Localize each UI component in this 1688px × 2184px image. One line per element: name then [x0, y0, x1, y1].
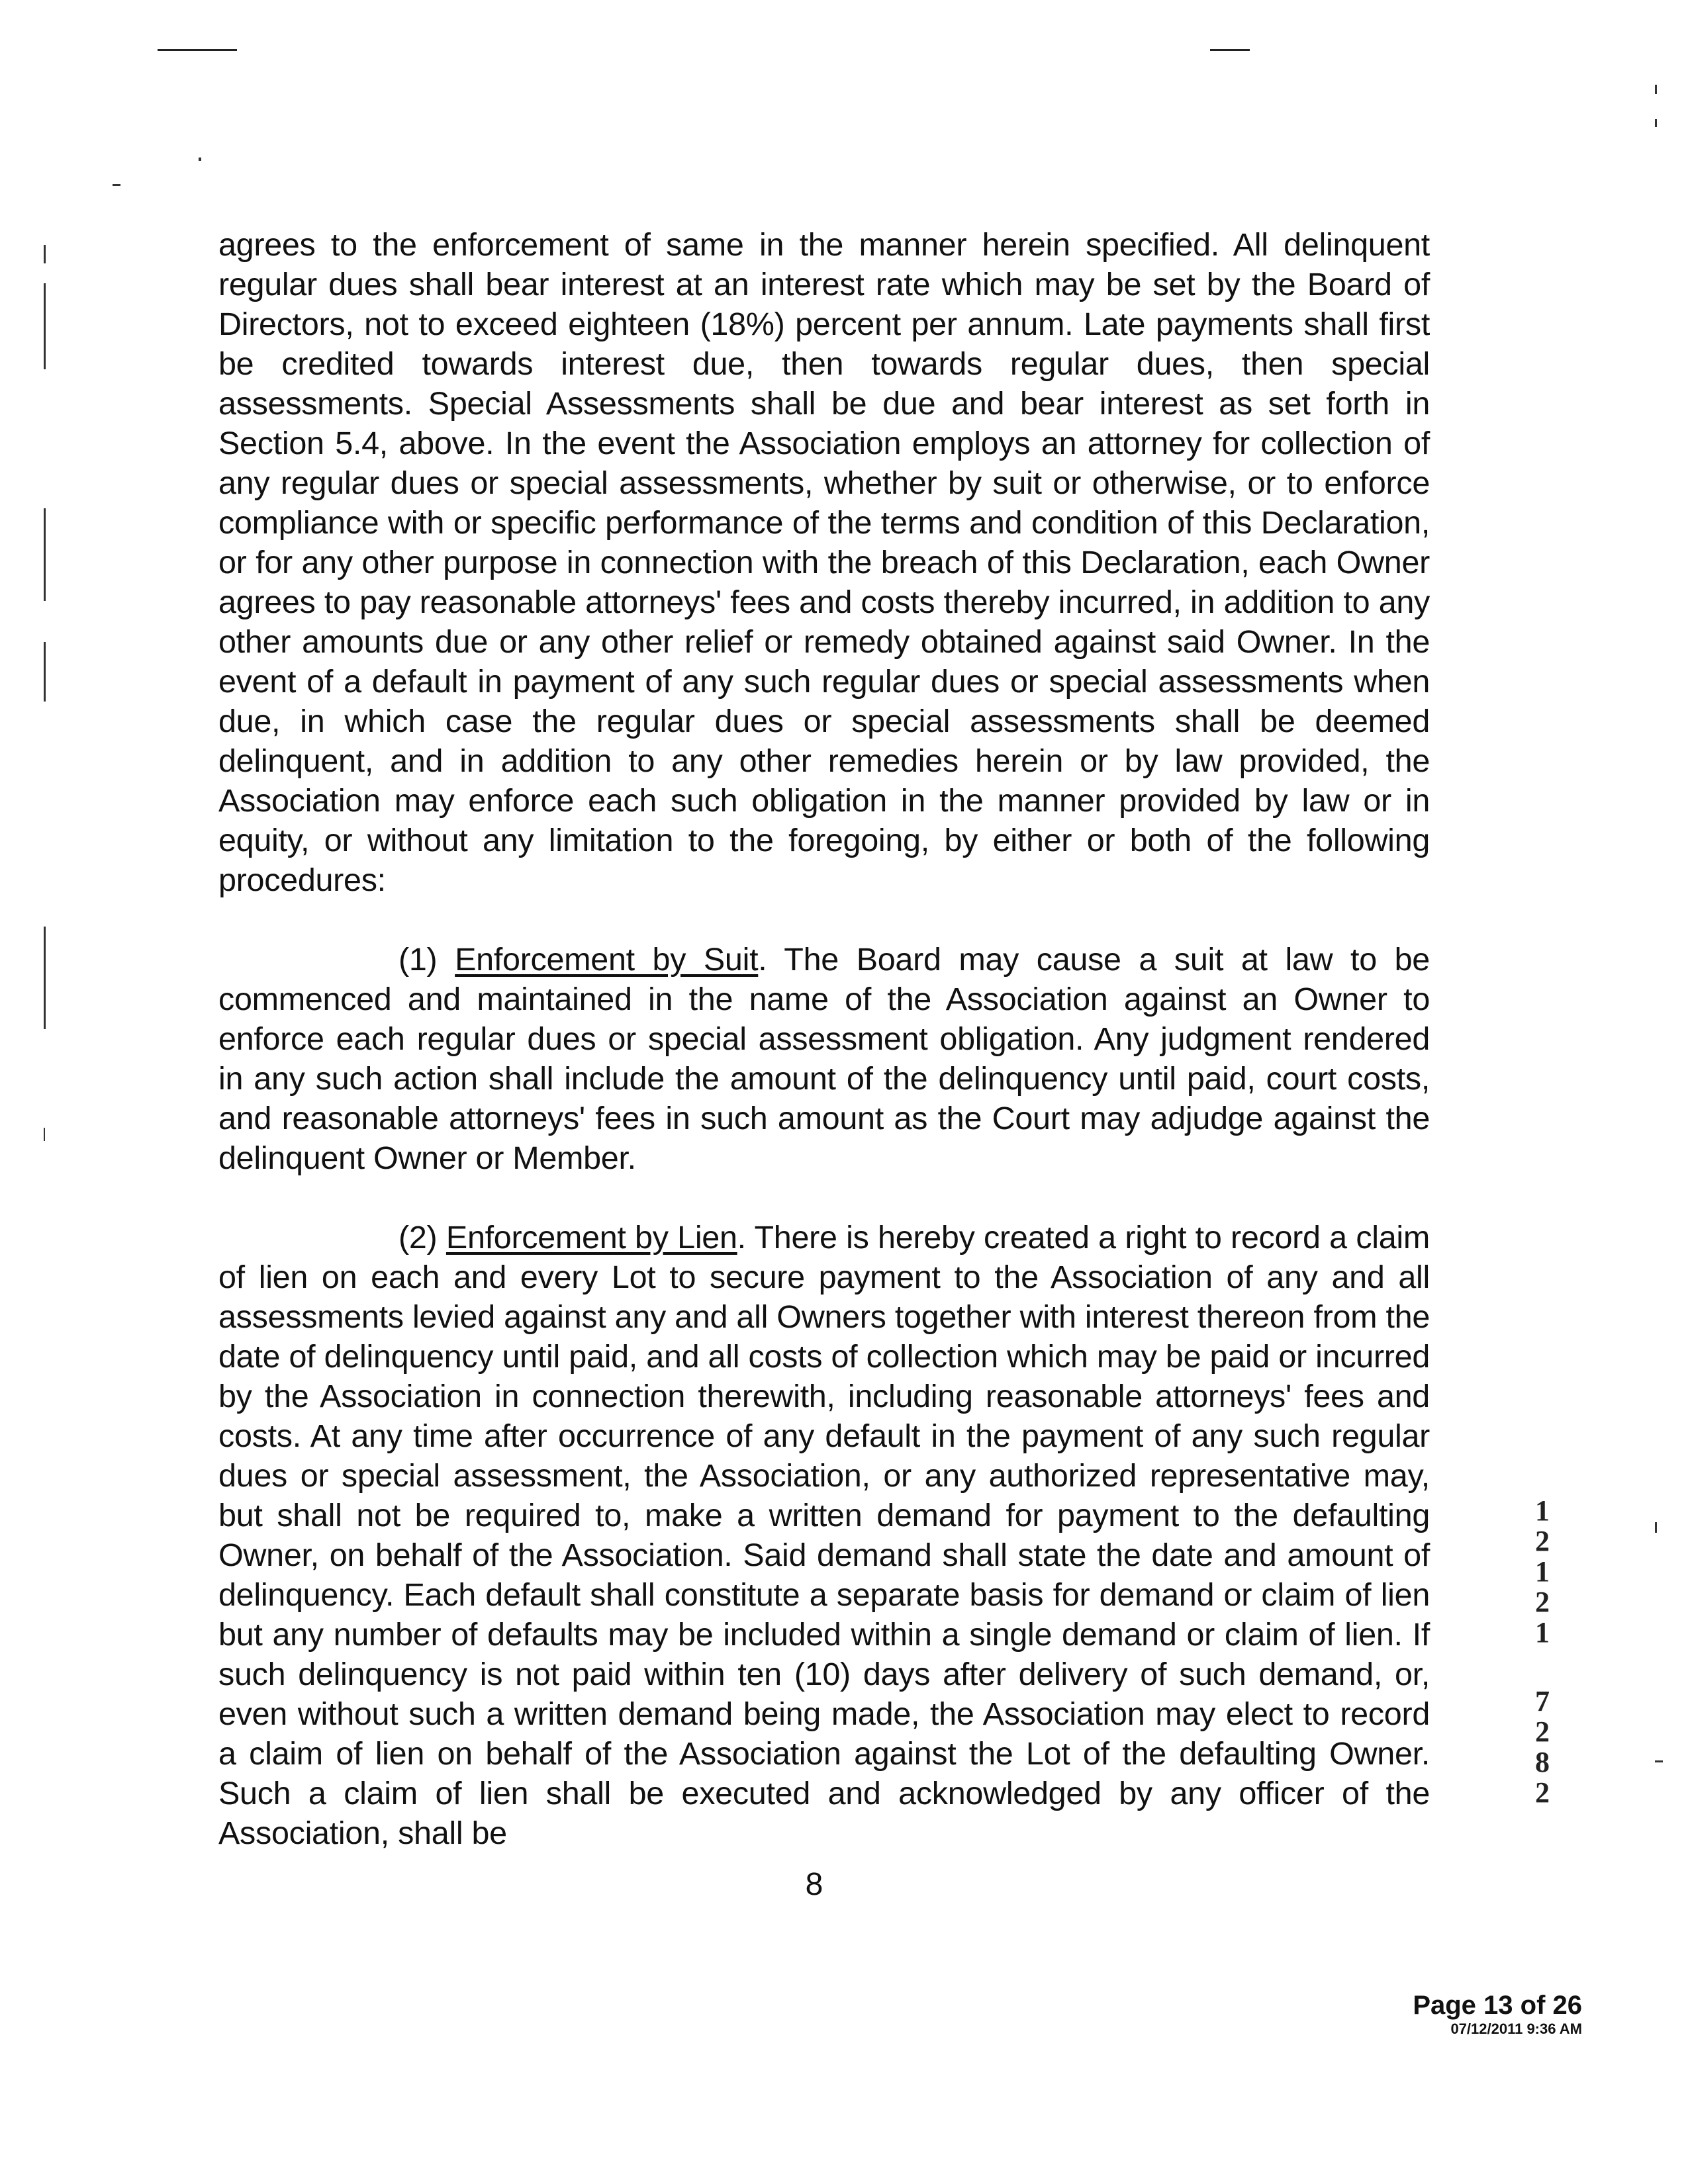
stamp-digit: 1 — [1535, 1616, 1550, 1649]
recording-number-stamp — [1523, 1496, 1562, 1808]
top-right-rule — [1210, 49, 1250, 51]
paragraph-intro: agrees to the enforcement of same in the manner herein specified. All delinquent regular dues shall bear interest at an interest rate which may be set by the Board of Directors, not to exceed eighteen (18%) percent per annum. Late payments shall first be credited towards interest due, then towards regular dues, then special assessments. Special Assessments shall be due and bear interest as set forth in Section 5.4, above. In the event the Association employs an attorney for collection of any regular dues or special assessments, whether by suit or otherwise, or to enforce compliance with or specific performance of the terms and condition of this Declaration, or for any other purpose in connection with the breach of this Declaration, each Owner agrees to pay reasonable attorneys' fees and costs thereby incurred, in addition to any other amounts due or any other relief or remedy obtained against said Owner. In the event of a default in payment of any such regular dues or special assessments when due, in which case the regular dues or special assessments shall be deemed delinquent, and in addition to any other remedies herein or by law provided, the Association may enforce each such obligation in the manner provided by law or in equity, or without any limitation to the foregoing, by either or both of the following procedures: — [218, 227, 1430, 898]
timestamp: 07/12/2011 9:36 AM — [1450, 2021, 1582, 2037]
stamp-digit: 2 — [1535, 1776, 1550, 1809]
margin-bar — [44, 245, 46, 263]
section-text: There is hereby created a right to record a claim of lien on each and every Lot to secure payment to the Association of any and all assessments levied against any and all Owners together with interest thereon from the date of delinquency until paid, and all costs of collection which may be paid or incurred by the Association in connection therewith, including reasonable attorneys' fees and costs. At any time after occurrence of any default in the payment of any such regular dues or special assessment, the Association, or any authorized representative may, but shall not be required to, make a written demand for payment to the defaulting Owner, on behalf of the Association. Said demand shall state the date and amount of delinquency. Each default shall constitute a separate basis for demand or claim of lien but any number of defaults may be included within a single demand or claim of lien. If such delinquency is not paid within ten (10) days after delivery of such demand, or, even without such a written demand being made, the Association may elect to record a claim of lien on behalf of the Association against the Lot of the defaulting Owner. Such a claim of lien shall be executed and acknowledged by any officer of the Association, shall be — [218, 1220, 1430, 1851]
top-left-rule — [158, 49, 237, 51]
stamp-digit: 8 — [1535, 1746, 1550, 1778]
scan-mark — [113, 184, 120, 186]
scan-mark — [1655, 1760, 1663, 1762]
margin-bar — [44, 283, 46, 369]
page-counter: Page 13 of 26 — [1413, 1991, 1582, 2020]
document-body — [218, 225, 1430, 1893]
stamp-gap — [1523, 1648, 1562, 1686]
scan-mark — [199, 158, 201, 161]
margin-bar — [44, 642, 46, 702]
section-enforcement-by-suit: (1) Enforcement by Suit. The Board may cause a suit at law to be commenced and maintained in the name of the Association against an Owner to enforce each regular dues or special assessment obligation. Any judgment rendered in any such action shall include the amount of the delinquency until paid, court costs, and reasonable attorneys' fees in such amount as the Court may adjudge against the delinquent Owner or Member. — [218, 942, 1430, 1176]
page-number: 8 — [805, 1867, 823, 1902]
margin-bar — [44, 927, 46, 1029]
section-text: The Board may cause a suit at law to be commenced and maintained in the name of the Association against an Owner to enforce each regular dues or special assessment obligation. Any judgment rendered in any such action shall include the amount of the delinquency until paid, court costs, and reasonable attorneys' fees in such amount as the Court may adjudge against the delinquent Owner or Member. — [218, 942, 1430, 1176]
stamp-digit: 2 — [1535, 1525, 1550, 1557]
section-heading: Enforcement by Lien — [445, 1220, 737, 1255]
stamp-digit: 2 — [1535, 1586, 1550, 1618]
section-number: (2) — [399, 1220, 438, 1255]
stamp-digit: 1 — [1535, 1494, 1550, 1527]
scan-mark — [1655, 119, 1657, 127]
stamp-digit: 1 — [1535, 1555, 1550, 1588]
section-heading: Enforcement by Suit — [455, 942, 759, 978]
margin-bar — [44, 508, 46, 601]
section-number: (1) — [399, 942, 438, 978]
scan-mark — [1655, 85, 1657, 94]
section-enforcement-by-lien: (2) Enforcement by Lien. There is hereby created a right to record a claim of lien on each and every Lot to secure payment to the Association of any and all assessments levied against any and all Owners together with interest thereon from the date of delinquency until paid, and all costs of collection which may be paid or incurred by the Association in connection therewith, including reasonable attorneys' fees and costs. At any time after occurrence of any default in the payment of any such regular dues or special assessment, the Association, or any authorized representative may, but shall not be required to, make a written demand for payment to the defaulting Owner, on behalf of the Association. Said demand shall state the date and amount of delinquency. Each default shall constitute a separate basis for demand or claim of lien but any number of defaults may be included within a single demand or claim of lien. If such delinquency is not paid within ten (10) days after delivery of such demand, or, even without such a written demand being made, the Association may elect to record a claim of lien on behalf of the Association against the Lot of the defaulting Owner. Such a claim of lien shall be executed and acknowledged by any officer of the Association, shall be — [218, 1220, 1430, 1851]
margin-bar — [44, 1128, 45, 1141]
scan-mark — [1655, 1522, 1657, 1533]
stamp-digit: 7 — [1535, 1685, 1550, 1717]
stamp-digit: 2 — [1535, 1715, 1550, 1748]
